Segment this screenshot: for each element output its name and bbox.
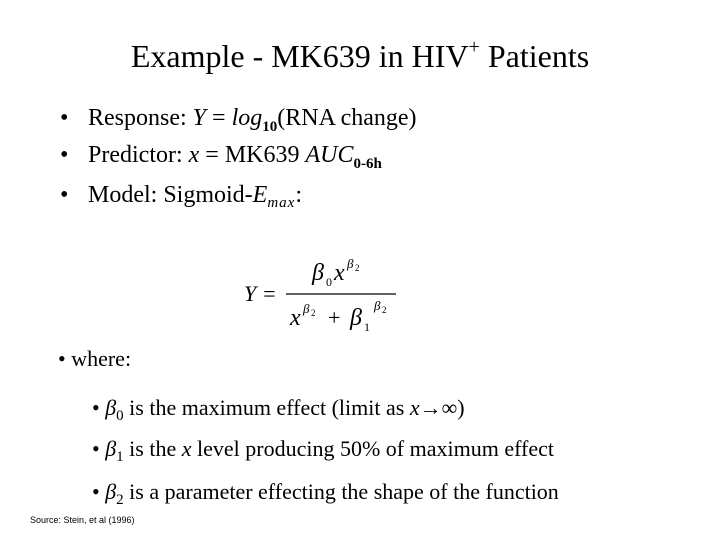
denominator-x: x — [290, 305, 301, 331]
denominator-beta1-sub: 1 — [364, 320, 370, 334]
bullet-response: • Response: $Y = \log_{10}(RNA$ change) — [60, 105, 417, 135]
denominator-plus: + — [328, 305, 341, 330]
equation-lhs: Y = — [244, 281, 277, 306]
denominator-beta1: β — [350, 305, 362, 331]
source-citation: Source: Stein, et al (1996) — [30, 515, 135, 525]
where-item-beta1: • $\beta_1$ is the x level producing 50% of maximum effect — [92, 436, 554, 465]
slide-title: Example - MK639 in HIV+ Patients — [130, 36, 590, 74]
where-heading: • where: — [58, 346, 132, 371]
denominator-beta1-exponent-sub: 2 — [382, 305, 387, 315]
numerator-exponent: β — [347, 256, 354, 271]
bullet-model: • Model: Sigmoid-$E_{max}$: — [60, 182, 303, 211]
numerator-exponent-sub: 2 — [355, 263, 360, 273]
where-item-beta0: • $\beta_0$ is the maximum effect (limit as x→∞) — [92, 395, 465, 424]
denominator-beta1-exponent: β — [374, 298, 381, 313]
where-item-beta2: • $\beta_2$ is a parameter effecting the shape of the function — [92, 479, 559, 508]
denominator-x-exponent: β — [303, 301, 310, 316]
numerator-beta0-sub: 0 — [326, 275, 332, 289]
denominator-x-exponent-sub: 2 — [311, 308, 316, 318]
numerator-beta0: β — [312, 260, 324, 286]
numerator-x: x — [334, 260, 345, 286]
bullet-predictor: • Predictor: x = MK639 $AUC_{0-6h}$ — [60, 142, 382, 172]
sigmoid-emax-equation — [240, 253, 400, 337]
